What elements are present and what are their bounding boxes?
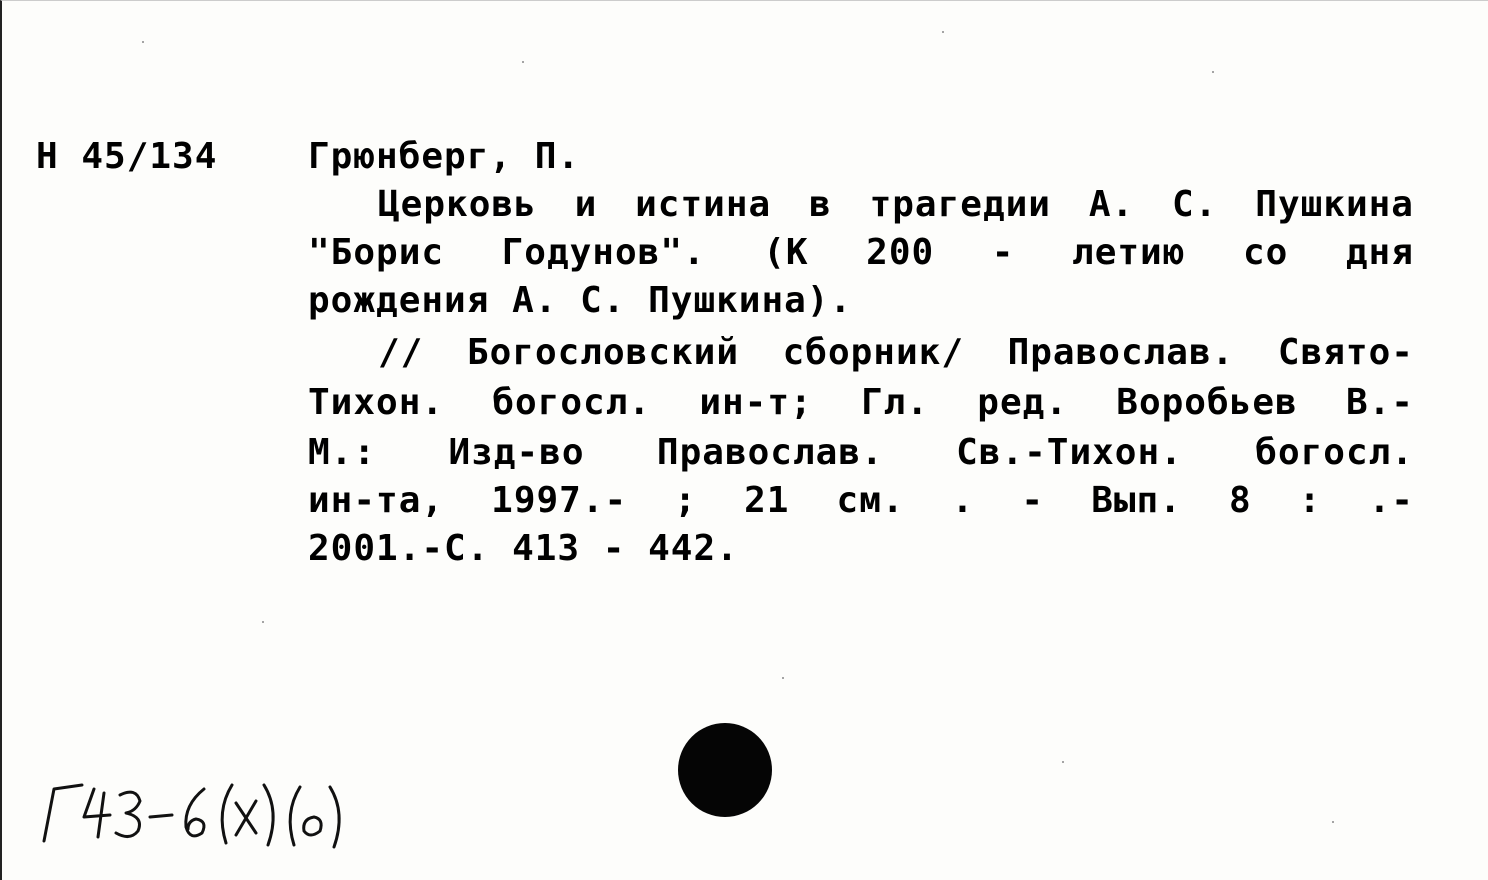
word: .-	[1368, 480, 1414, 521]
title-line-1	[378, 181, 1414, 229]
scan-speck	[262, 621, 264, 623]
word: Пушкина	[1255, 184, 1414, 225]
scan-speck	[1212, 71, 1214, 73]
word: В.-	[1345, 382, 1414, 423]
shelfmark: Н 45/134	[36, 136, 218, 177]
word: С.	[1172, 184, 1218, 225]
word: "Борис	[308, 232, 445, 273]
word: трагедии	[869, 184, 1051, 225]
word: Свято-	[1277, 332, 1414, 373]
source-line-5: 2001.-С. 413 - 442.	[308, 528, 739, 569]
word: М.:	[308, 432, 377, 473]
word: ин-т;	[699, 382, 813, 423]
word: Воробьев	[1116, 382, 1298, 423]
word: дня	[1345, 232, 1414, 273]
handwritten-note-icon	[32, 771, 392, 861]
word: -	[1021, 480, 1045, 521]
scan-speck	[1332, 821, 1334, 823]
word: 1997.-	[491, 480, 628, 521]
word: см.	[836, 480, 905, 521]
scan-speck	[522, 61, 524, 63]
word: Православ.	[1007, 332, 1235, 373]
source-line-3	[308, 429, 1414, 477]
word: ред.	[977, 382, 1068, 423]
word: ;	[674, 480, 697, 521]
source-line-4	[308, 477, 1414, 525]
scan-speck	[142, 41, 144, 43]
word: Тихон.	[308, 382, 445, 423]
word: богосл.	[492, 382, 652, 423]
word: со	[1242, 232, 1289, 273]
word: в	[809, 184, 832, 225]
word: :	[1298, 480, 1322, 521]
source-line-1	[378, 329, 1414, 377]
word: богосл.	[1255, 432, 1414, 473]
scan-speck	[1062, 761, 1064, 763]
word: 21	[744, 480, 790, 521]
word: ин-та,	[308, 480, 445, 521]
word: Православ.	[656, 432, 884, 473]
word: -	[991, 232, 1015, 273]
word: летию	[1072, 232, 1186, 273]
author-heading: Грюнберг, П.	[308, 136, 581, 177]
word: .	[951, 480, 975, 521]
word: 200	[866, 232, 935, 273]
punch-hole	[678, 723, 772, 817]
word: Церковь	[378, 184, 537, 225]
word: сборник/	[782, 332, 964, 373]
word: истина	[635, 184, 772, 225]
word: Гл.	[860, 382, 930, 423]
word: (К	[763, 232, 809, 273]
word: и	[574, 184, 598, 225]
source-line-2	[308, 379, 1414, 427]
word: А.	[1088, 184, 1135, 225]
title-line-3: рождения А. С. Пушкина).	[308, 280, 853, 321]
scan-speck	[782, 677, 784, 679]
word: Богословский	[466, 332, 740, 373]
scan-speck	[942, 31, 944, 33]
word: //	[378, 332, 424, 373]
word: Изд-во	[448, 432, 585, 473]
word: Св.-Тихон.	[956, 432, 1183, 473]
word: 8	[1229, 480, 1252, 521]
word: Годунов".	[501, 232, 706, 273]
title-line-2	[308, 229, 1414, 277]
word: Вып.	[1091, 480, 1182, 521]
